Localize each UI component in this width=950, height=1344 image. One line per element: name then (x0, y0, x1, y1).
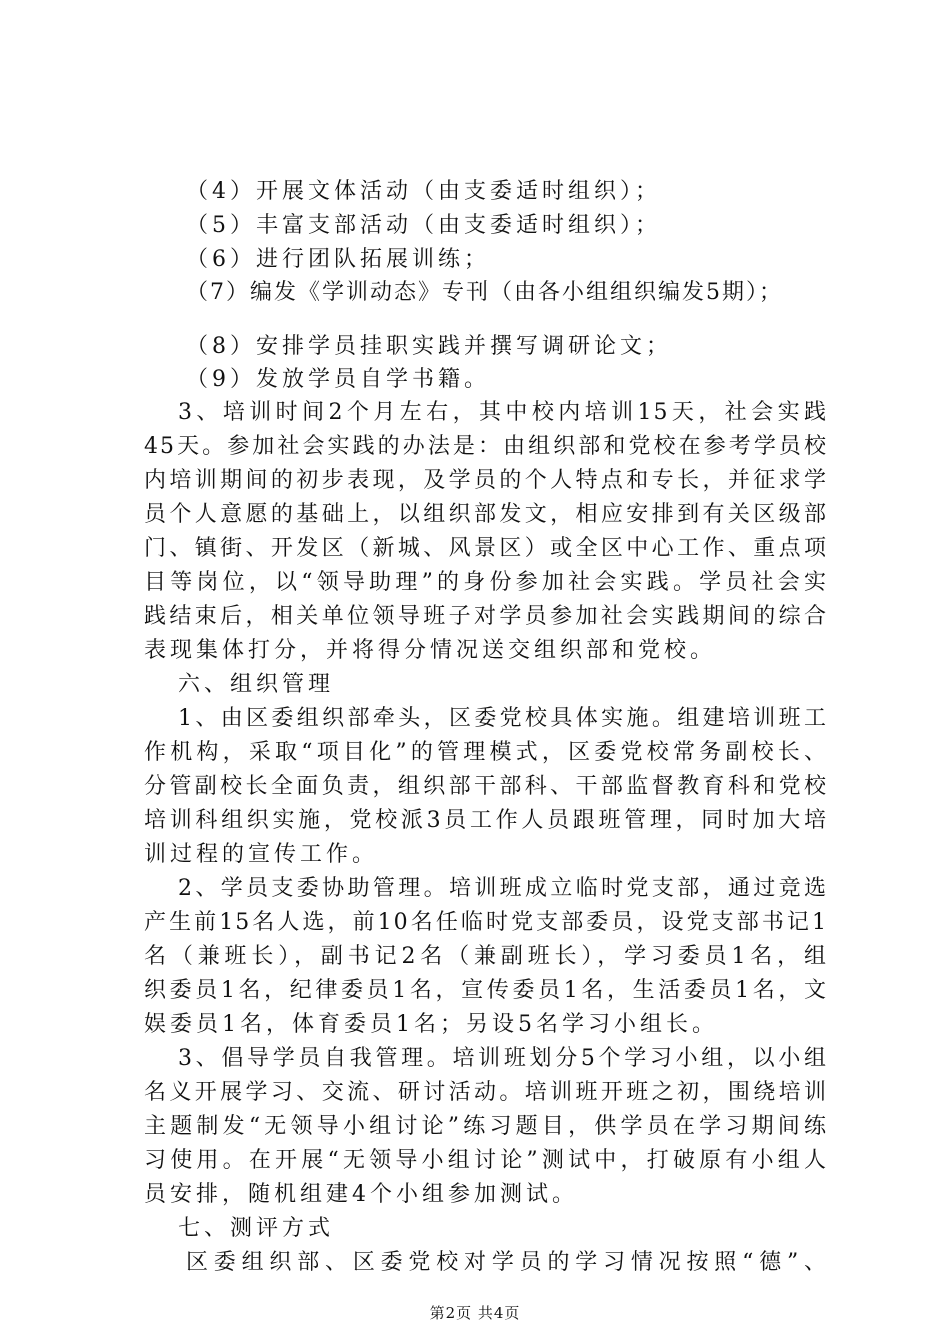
paragraph-line: 作机构，采取“项目化”的管理模式，区委党校常务副校长、 (144, 740, 828, 765)
list-item-9: （9）发放学员自学书籍。 (186, 367, 490, 392)
list-item-7: （7）编发《学训动态》专刊（由各小组组织编发5期）； (186, 280, 783, 305)
paragraph-line: 表现集体打分，并将得分情况送交组织部和党校。 (144, 638, 717, 663)
section-heading-6: 六、组织管理 (178, 672, 335, 697)
paragraph-line: 习使用。在开展“无领导小组讨论”测试中，打破原有小组人 (144, 1148, 828, 1173)
paragraph-line: 训过程的宣传工作。 (144, 842, 379, 867)
paragraph-line: 名（兼班长），副书记2名（兼副班长），学习委员1名，组 (144, 944, 828, 969)
paragraph-line: 目等岗位，以“领导助理”的身份参加社会实践。学员社会实 (144, 570, 828, 595)
paragraph-line: 3、倡导学员自我管理。培训班划分5个学习小组，以小组 (178, 1046, 828, 1071)
paragraph-line: 主题制发“无领导小组讨论”练习题目，供学员在学习期间练 (144, 1114, 828, 1139)
paragraph-line: 娱委员1名，体育委员1名；另设5名学习小组长。 (144, 1012, 718, 1037)
section-heading-7: 七、测评方式 (178, 1216, 335, 1241)
paragraph-training-time-line-1: 3、培训时间2个月左右，其中校内培训15天，社会实践 (178, 400, 828, 425)
paragraph-line: 2、学员支委协助管理。培训班成立临时党支部，通过竞选 (178, 876, 828, 901)
page-footer: 第2页 共4页 (429, 1304, 521, 1322)
paragraph-line: 名义开展学习、交流、研讨活动。培训班开班之初，围绕培训 (144, 1080, 828, 1105)
paragraph-line: 产生前15名人选，前10名任临时党支部委员，设党支部书记1 (144, 910, 828, 935)
paragraph-line: 门、镇街、开发区（新城、风景区）或全区中心工作、重点项 (144, 536, 828, 561)
paragraph-line: 织委员1名，纪律委员1名，宣传委员1名，生活委员1名，文 (144, 978, 828, 1003)
paragraph-line: 区委组织部、区委党校对学员的学习情况按照“德”、 (186, 1250, 828, 1275)
paragraph-line: 员安排，随机组建4个小组参加测试。 (144, 1182, 578, 1207)
list-item-4: （4）开展文体活动（由支委适时组织）； (186, 179, 661, 204)
list-item-8: （8）安排学员挂职实践并撰写调研论文； (186, 334, 672, 359)
list-item-5: （5）丰富支部活动（由支委适时组织）； (186, 213, 661, 238)
paragraph-line: 培训科组织实施，党校派3员工作人员跟班管理，同时加大培 (144, 808, 828, 833)
paragraph-line: 1、由区委组织部牵头，区委党校具体实施。组建培训班工 (178, 706, 828, 731)
paragraph-line: 践结束后，相关单位领导班子对学员参加社会实践期间的综合 (144, 604, 828, 629)
paragraph-line: 内培训期间的初步表现，及学员的个人特点和专长，并征求学 (144, 468, 828, 493)
list-item-6: （6）进行团队拓展训练； (186, 247, 490, 272)
paragraph-line: 45天。参加社会实践的办法是：由组织部和党校在参考学员校 (144, 434, 828, 459)
paragraph-line: 分管副校长全面负责，组织部干部科、干部监督教育科和党校 (144, 774, 828, 799)
paragraph-line: 员个人意愿的基础上，以组织部发文，相应安排到有关区级部 (144, 502, 828, 527)
